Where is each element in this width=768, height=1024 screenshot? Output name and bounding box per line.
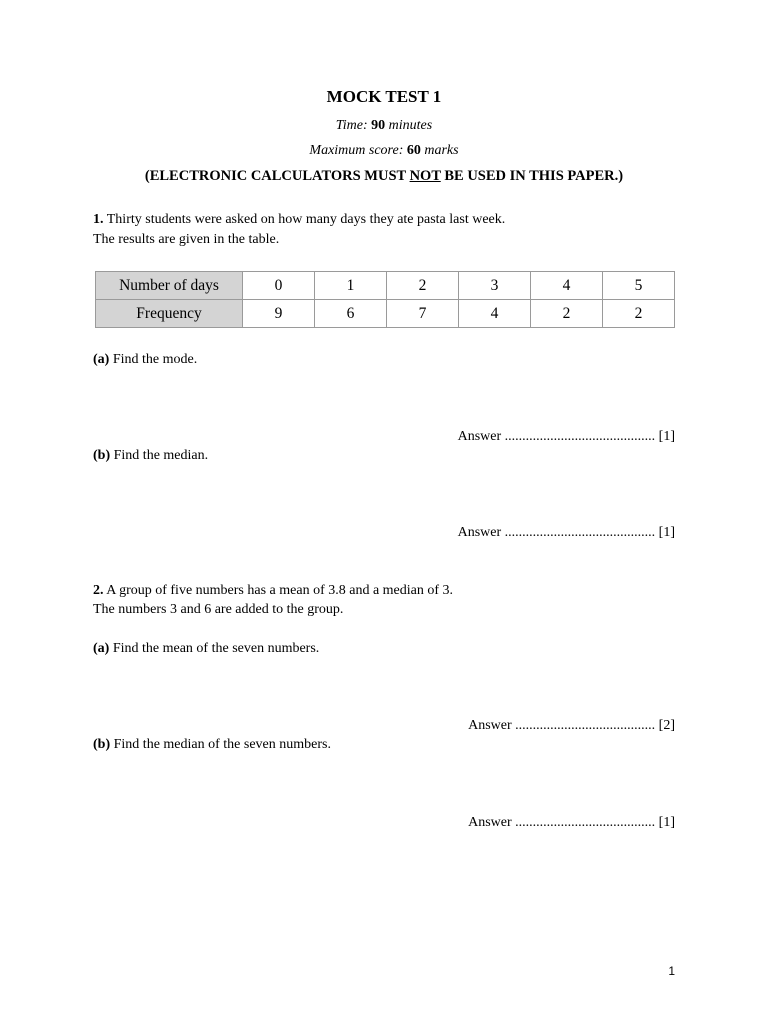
q2a-label: (a): [93, 641, 110, 656]
warning-post: BE USED IN THIS PAPER.): [440, 168, 624, 184]
score-label: Maximum score:: [309, 143, 404, 158]
q1-text1: Thirty students were asked on how many days they ate pasta last week.: [106, 212, 506, 227]
q2-text1: A group of five numbers has a mean of 3.8 and a median of 3.: [106, 583, 454, 598]
time-unit: minutes: [388, 118, 433, 133]
days-header: Number of days: [96, 272, 243, 300]
q1b-answer: Answer ........................................... [1]: [457, 525, 675, 540]
q1-text-line1: [93, 211, 505, 229]
q1b-prompt: [93, 447, 208, 465]
frequency-cell: 9: [243, 300, 315, 328]
q2a-answer-line[interactable]: [468, 718, 675, 734]
q2b-answer-line[interactable]: [468, 815, 675, 831]
day-cell: 0: [243, 272, 315, 300]
q2-number: 2.: [93, 583, 104, 598]
q2b-text: Find the median of the seven numbers.: [113, 737, 331, 752]
q2b-prompt: [93, 736, 331, 754]
frequency-table: [95, 271, 675, 328]
frequency-header: Frequency: [96, 300, 243, 328]
q2-text-line1: [93, 582, 453, 600]
calculator-warning: [0, 168, 768, 185]
q1-number: 1.: [93, 212, 104, 227]
frequency-cell: 2: [531, 300, 603, 328]
day-cell: 3: [459, 272, 531, 300]
q1a-label: (a): [93, 352, 110, 367]
time-line: [0, 118, 768, 134]
frequency-cell: 4: [459, 300, 531, 328]
time-label: Time:: [335, 118, 368, 133]
q2a-answer: Answer ........................................ [2]: [468, 718, 675, 733]
page-title: MOCK TEST 1: [326, 87, 442, 106]
score-unit: marks: [424, 143, 459, 158]
day-cell: 4: [531, 272, 603, 300]
q1b-label: (b): [93, 448, 111, 463]
time-value: 90: [371, 118, 386, 133]
frequency-cell: 7: [387, 300, 459, 328]
q1a-text: Find the mode.: [112, 352, 198, 367]
q1b-answer-line[interactable]: [458, 525, 675, 541]
q2a-text: Find the mean of the seven numbers.: [112, 641, 320, 656]
q1-text2: The results are given in the table.: [93, 232, 280, 247]
score-line: [0, 143, 768, 159]
q1a-prompt: [93, 351, 197, 369]
day-cell: 1: [315, 272, 387, 300]
frequency-cell: 2: [603, 300, 675, 328]
q1a-answer: Answer ........................................... [1]: [457, 429, 675, 444]
table-row-frequency: [96, 300, 675, 328]
page-number: 1: [668, 964, 675, 978]
q2a-prompt: [93, 640, 319, 658]
q1a-answer-line[interactable]: [458, 429, 675, 445]
q2-text2: The numbers 3 and 6 are added to the group.: [93, 602, 344, 617]
day-cell: 5: [603, 272, 675, 300]
q2b-answer: Answer ........................................ [1]: [468, 815, 675, 830]
score-value: 60: [406, 143, 421, 158]
q2b-label: (b): [93, 737, 111, 752]
day-cell: 2: [387, 272, 459, 300]
frequency-cell: 6: [315, 300, 387, 328]
table-row-days: [96, 272, 675, 300]
q1b-text: Find the median.: [113, 448, 209, 463]
warning-pre: (ELECTRONIC CALCULATORS MUST: [144, 168, 410, 184]
warning-not: NOT: [409, 168, 441, 184]
